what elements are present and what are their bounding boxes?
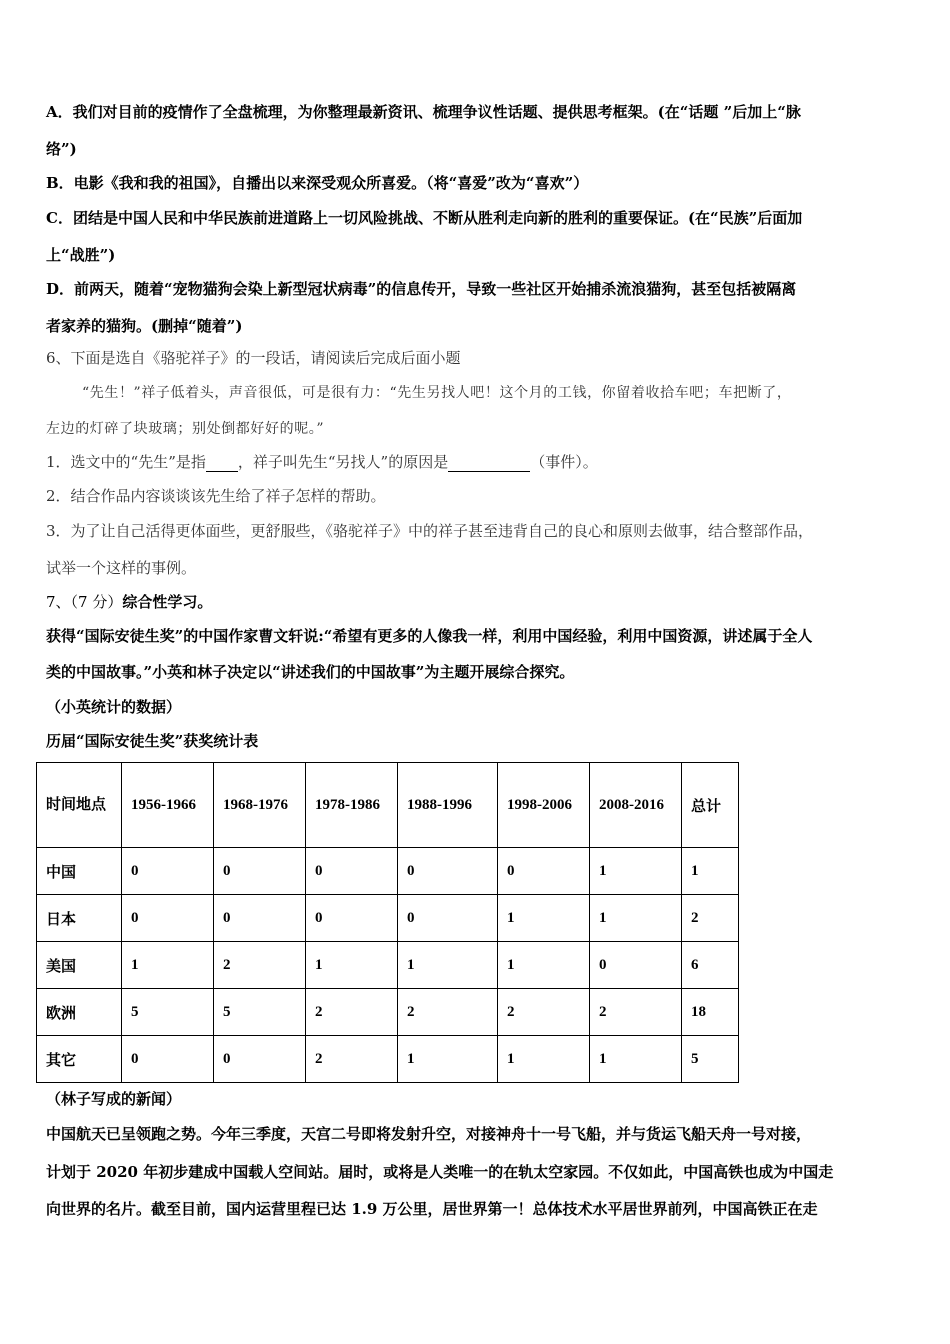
table-cell: 0 bbox=[122, 895, 214, 942]
table-cell: 2 bbox=[498, 989, 590, 1036]
table-row bbox=[37, 942, 739, 989]
table-cell: 2 bbox=[306, 1036, 398, 1083]
option-c-line2: 上“战胜”) bbox=[46, 246, 116, 264]
answer-blank-2[interactable] bbox=[448, 455, 530, 472]
table-cell: 1 bbox=[590, 848, 682, 895]
table-cell: 2 bbox=[214, 942, 306, 989]
intro-line1: 获得“国际安徒生奖”的中国作家曹文轩说:“希望有更多的人像我一样，利用中国经验，利用中国资源，讲述属于全人 bbox=[46, 627, 813, 645]
table-title: 历届“国际安徒生奖”获奖统计表 bbox=[46, 732, 259, 750]
table-row bbox=[37, 1036, 739, 1083]
table-cell: 0 bbox=[398, 895, 498, 942]
option-b: B．电影《我和我的祖国》，自播出以来深受观众所喜爱。（将“喜爱”改为“喜欢”） bbox=[46, 174, 589, 192]
table-cell: 5 bbox=[682, 1036, 739, 1083]
table-cell: 0 bbox=[498, 848, 590, 895]
table-cell: 美国 bbox=[37, 942, 122, 989]
table-cell: 日本 bbox=[37, 895, 122, 942]
option-c-line1: C．团结是中国人民和中华民族前进道路上一切风险挑战、不断从胜利走向新的胜利的重要保证。(在“民族”后面加 bbox=[46, 209, 803, 227]
option-d-line1: D．前两天，随着“宠物猫狗会染上新型冠状病毒”的信息传开，导致一些社区开始捕杀流浪猫狗，甚至包括被隔离 bbox=[46, 280, 797, 298]
table-cell: 1 bbox=[498, 895, 590, 942]
table-cell: 18 bbox=[682, 989, 739, 1036]
sub1-text-a: 1．选文中的“先生”是指 bbox=[46, 453, 206, 471]
news-line3: 向世界的名片。截至目前，国内运营里程已达 1.9 万公里，居世界第一！总体技术水平居世界前列，中国高铁正在走 bbox=[46, 1200, 818, 1218]
table-cell: 2 bbox=[682, 895, 739, 942]
sub1-text-c: （事件）。 bbox=[530, 453, 598, 471]
sub1-text-b: ，祥子叫先生“另找人”的原因是 bbox=[237, 453, 449, 471]
sub-question-2: 2．结合作品内容谈谈该先生给了祥子怎样的帮助。 bbox=[46, 487, 386, 505]
news-label: （林子写成的新闻） bbox=[46, 1090, 182, 1108]
header-cell: 1978-1986 bbox=[306, 763, 398, 848]
table-row bbox=[37, 989, 739, 1036]
header-cell: 总计 bbox=[682, 763, 739, 848]
header-cell: 2008-2016 bbox=[590, 763, 682, 848]
sub-question-3-line2: 试举一个这样的事例。 bbox=[46, 559, 197, 577]
question-7-title bbox=[46, 592, 910, 612]
question-7-heading: 综合性学习。 bbox=[122, 593, 213, 611]
option-d-line2: 者家养的猫狗。(删掉“随着”) bbox=[46, 317, 243, 335]
table-row bbox=[37, 895, 739, 942]
table-cell: 欧洲 bbox=[37, 989, 122, 1036]
table-cell: 2 bbox=[398, 989, 498, 1036]
table-cell: 中国 bbox=[37, 848, 122, 895]
option-a-line2: 络”) bbox=[46, 140, 77, 158]
table-cell: 0 bbox=[214, 1036, 306, 1083]
header-cell: 1998-2006 bbox=[498, 763, 590, 848]
table-row bbox=[37, 848, 739, 895]
table-cell: 5 bbox=[122, 989, 214, 1036]
table-cell: 0 bbox=[122, 848, 214, 895]
news-line1: 中国航天已呈领跑之势。今年三季度，天宫二号即将发射升空，对接神舟十一号飞船，并与货运飞船天舟一号对接， bbox=[46, 1125, 812, 1143]
table-cell: 0 bbox=[214, 848, 306, 895]
table-cell: 0 bbox=[590, 942, 682, 989]
table-cell: 其它 bbox=[37, 1036, 122, 1083]
header-cell: 1968-1976 bbox=[214, 763, 306, 848]
table-cell: 1 bbox=[306, 942, 398, 989]
header-cell: 1956-1966 bbox=[122, 763, 214, 848]
passage-line2: 左边的灯碎了块玻璃；别处倒都好好的呢。” bbox=[46, 421, 325, 437]
question-7-prefix: 7、（7 分） bbox=[46, 593, 123, 611]
table-cell: 1 bbox=[122, 942, 214, 989]
header-cell: 时间地点 bbox=[37, 763, 122, 848]
table-cell: 1 bbox=[590, 1036, 682, 1083]
data-label: （小英统计的数据） bbox=[46, 698, 182, 716]
table-cell: 1 bbox=[590, 895, 682, 942]
table-cell: 0 bbox=[306, 895, 398, 942]
table-cell: 1 bbox=[682, 848, 739, 895]
option-a-line1: A．我们对目前的疫情作了全盘梳理，为你整理最新资讯、梳理争议性话题、提供思考框架。(在“话题 ”后加上“脉 bbox=[46, 103, 801, 121]
award-stats-table bbox=[36, 762, 739, 1083]
table-header-row bbox=[37, 763, 739, 848]
passage-line1: “先生！”祥子低着头，声音很低，可是很有力：“先生另找人吧！这个月的工钱，你留着收拾车吧；车把断了， bbox=[82, 385, 792, 401]
table-cell: 0 bbox=[214, 895, 306, 942]
table-cell: 1 bbox=[398, 1036, 498, 1083]
question-6-title: 6、下面是选自《骆驼祥子》的一段话，请阅读后完成后面小题 bbox=[46, 349, 461, 367]
table-cell: 1 bbox=[498, 942, 590, 989]
table-cell: 2 bbox=[590, 989, 682, 1036]
header-cell: 1988-1996 bbox=[398, 763, 498, 848]
intro-line2: 类的中国故事。”小英和林子决定以“讲述我们的中国故事”为主题开展综合探究。 bbox=[46, 663, 575, 681]
table-cell: 0 bbox=[122, 1036, 214, 1083]
table-cell: 1 bbox=[498, 1036, 590, 1083]
table-cell: 0 bbox=[306, 848, 398, 895]
answer-blank-1[interactable] bbox=[206, 455, 238, 472]
table-cell: 6 bbox=[682, 942, 739, 989]
news-line2: 计划于 2020 年初步建成中国载人空间站。届时，或将是人类唯一的在轨太空家园。不仅如此，中国高铁也成为中国走 bbox=[46, 1163, 834, 1181]
sub-question-3-line1: 3．为了让自己活得更体面些，更舒服些，《骆驼祥子》中的祥子甚至违背自己的良心和原则去做事，结合整部作品， bbox=[46, 522, 814, 540]
sub-question-1 bbox=[46, 452, 910, 472]
table-cell: 0 bbox=[398, 848, 498, 895]
table-cell: 1 bbox=[398, 942, 498, 989]
table-cell: 5 bbox=[214, 989, 306, 1036]
table-cell: 2 bbox=[306, 989, 398, 1036]
